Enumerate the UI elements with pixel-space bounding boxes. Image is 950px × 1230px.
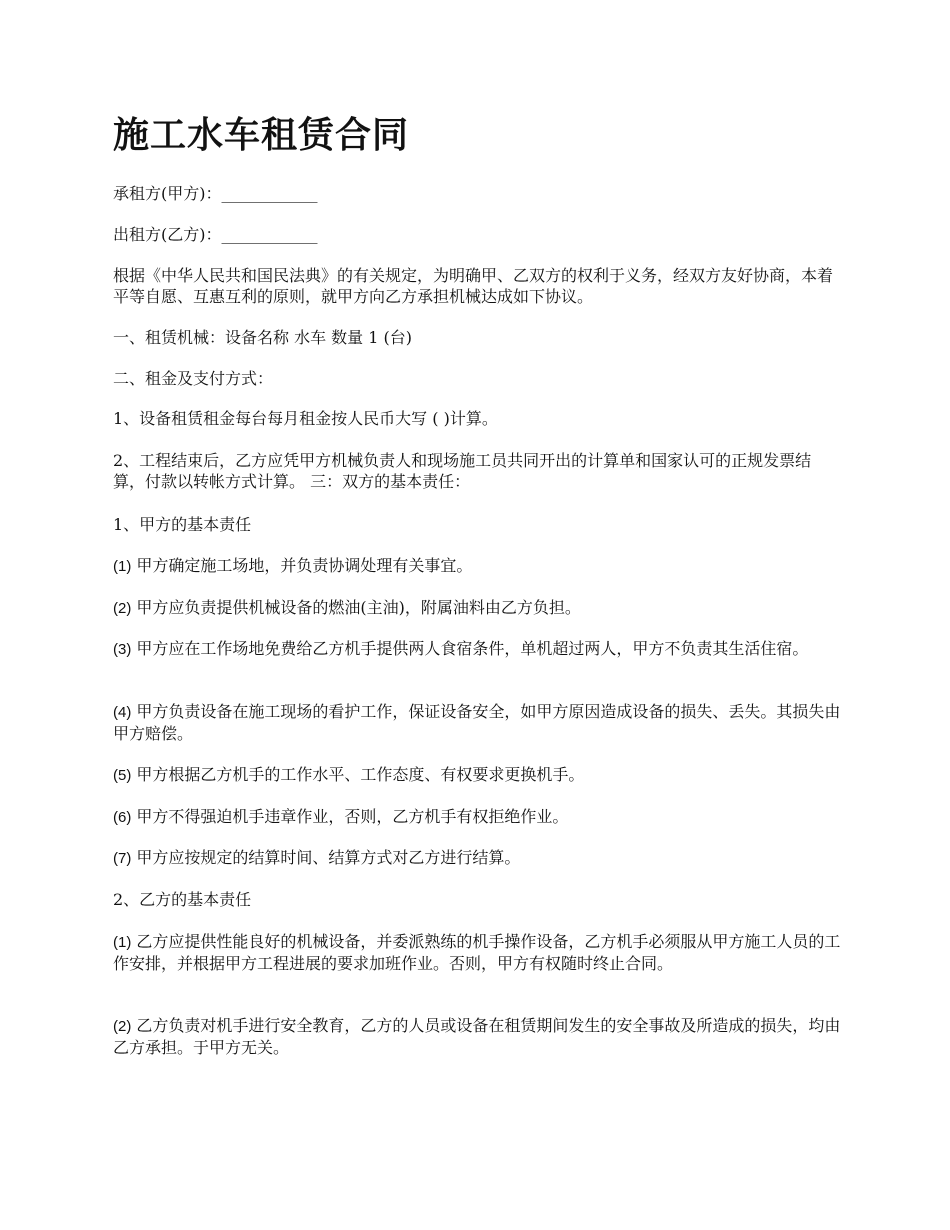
item-number: (2) xyxy=(113,600,132,617)
party-a-duty-item xyxy=(113,701,843,744)
item-text: 甲方不得强迫机手违章作业，否则，乙方机手有权拒绝作业。 xyxy=(131,807,569,826)
section-2-heading: 二、租金及支付方式： xyxy=(113,369,274,388)
item-number: (2) xyxy=(113,1018,132,1035)
party-b-line: 出租方(乙方)：____________ xyxy=(113,225,318,244)
section-1-equipment: 一、租赁机械：设备名称 水车 数量 1 (台) xyxy=(113,328,413,347)
item-text: 乙方负责对机手进行安全教育，乙方的人员或设备在租赁期间发生的安全事故及所造成的损失，均由乙方承担。于甲方无关。 xyxy=(113,1016,841,1057)
item-number: (1) xyxy=(113,934,132,951)
party-a-duty-item xyxy=(113,555,843,577)
item-text: 甲方应按规定的结算时间、结算方式对乙方进行结算。 xyxy=(131,848,521,867)
item-number: (6) xyxy=(113,809,132,826)
party-a-duty-item xyxy=(113,764,843,786)
party-a-duty-item xyxy=(113,597,843,619)
item-number: (3) xyxy=(113,641,132,658)
party-a-duties-heading: 1、甲方的基本责任 xyxy=(113,515,252,534)
party-a-duty-item xyxy=(113,847,843,869)
item-number: (4) xyxy=(113,704,132,721)
item-text: 乙方应提供性能良好的机械设备，并委派熟练的机手操作设备，乙方机手必须服从甲方施工人员的工作安排，并根据甲方工程进展的要求加班作业。否则，甲方有权随时终止合同。 xyxy=(113,932,841,973)
item-text: 甲方负责设备在施工现场的看护工作，保证设备安全，如甲方原因造成设备的损失、丢失。其损失由甲方赔偿。 xyxy=(113,702,841,743)
item-number: (1) xyxy=(113,558,132,575)
item-number: (5) xyxy=(113,767,132,784)
item-text: 甲方根据乙方机手的工作水平、工作态度、有权要求更换机手。 xyxy=(131,765,585,784)
intro-paragraph: 根据《中华人民共和国民法典》的有关规定，为明确甲、乙双方的权利于义务，经双方友好协商，本着平等自愿、互惠互利的原则，就甲方向乙方承担机械达成如下协议。 xyxy=(113,266,834,306)
party-a-duty-item xyxy=(113,806,843,828)
document-title: 施工水车租赁合同 xyxy=(113,115,410,156)
party-a-duty-item xyxy=(113,638,843,660)
item-text: 甲方应在工作场地免费给乙方机手提供两人食宿条件，单机超过两人，甲方不负责其生活住宿。 xyxy=(131,639,809,658)
party-a-line: 承租方(甲方)：____________ xyxy=(113,184,318,203)
item-number: (7) xyxy=(113,850,132,867)
item-text: 甲方应负责提供机械设备的燃油(主油)，附属油料由乙方负担。 xyxy=(131,598,581,617)
party-b-duties-heading: 2、乙方的基本责任 xyxy=(113,890,252,909)
rent-clause-2: 2、工程结束后，乙方应凭甲方机械负责人和现场施工员共同开出的计算单和国家认可的正规发票结算，付款以转帐方式计算。 三：双方的基本责任： xyxy=(113,451,812,491)
rent-clause-1: 1、设备租赁租金每台每月租金按人民币大写 ( )计算。 xyxy=(113,409,498,428)
party-b-duty-item xyxy=(113,1015,843,1058)
item-text: 甲方确定施工场地，并负责协调处理有关事宜。 xyxy=(131,556,473,575)
party-b-duty-item xyxy=(113,931,843,974)
